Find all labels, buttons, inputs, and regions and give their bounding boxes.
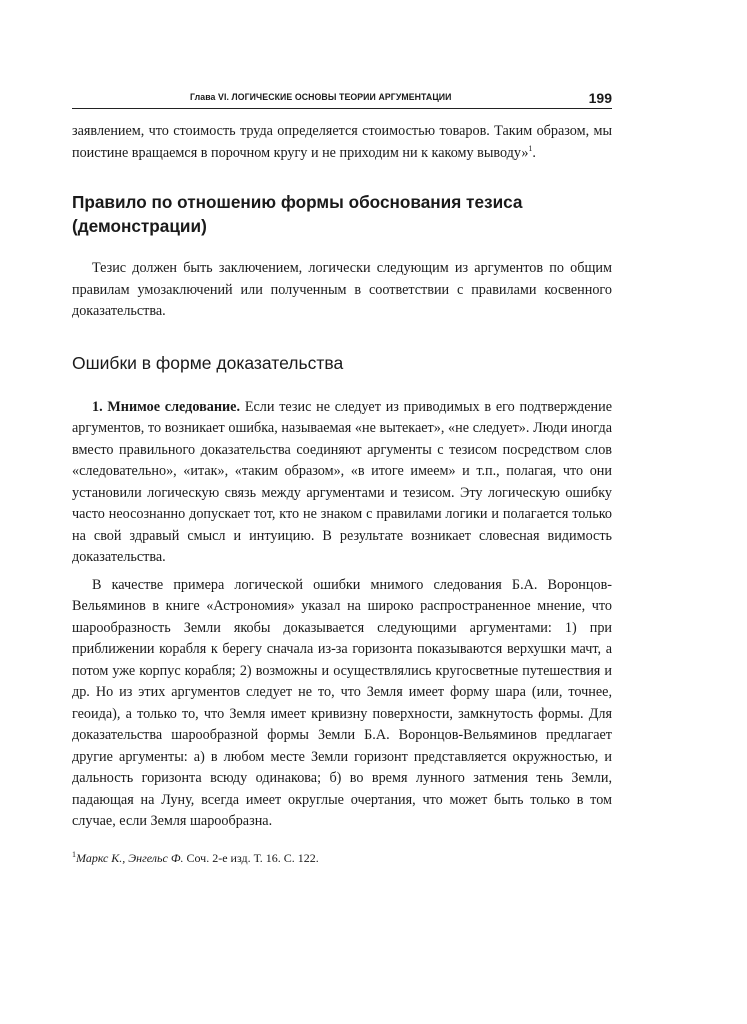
error-paragraph [72, 397, 612, 569]
book-page [72, 90, 612, 866]
intro-tail: . [532, 144, 536, 161]
footnote-reference: 1 [528, 143, 533, 153]
footnote-mark: 1 [72, 849, 76, 859]
footnote [72, 847, 612, 866]
section-heading: Правило по отношению формы обоснования тезиса (демонстрации) [72, 192, 523, 236]
example-paragraph: В качестве примера логической ошибки мнимого следования Б.А. Воронцов-Вельяминов в книге «Астрономия» указал на широко распространенное мнение, что шарообразность Земли якобы доказывается следующими аргументами: 1) при приближении корабля к берегу сначала из-за горизонта показываются верхушки мачт, а потом уже корпус корабля; 2) возможны и осуществлялись кругосветные путешествия и др. Но из этих аргументов следует не то, что Земля имеет форму шара (или, точнее, геоида), а только то, что Земля имеет кривизну поверхности, замкнутость формы. Для доказательства шарообразной формы Земли Б.А. Воронцов-Вельяминов предлагает другие аргументы: а) в любом месте Земли горизонт представляется окружностью, и дальность горизонта всюду одинакова; б) во время лунного затмения тень Земли, падающая на Луну, всегда имеет округлые очертания, что может быть только в том случае, если Земля шарообразна. [72, 576, 612, 829]
error-run-in-title: 1. Мнимое следование. [92, 398, 241, 415]
subsection-heading: Ошибки в форме доказательства [72, 352, 344, 373]
footnote-text: Соч. 2-е изд. Т. 16. С. 122. [186, 850, 319, 865]
footnote-authors: Маркс К., Энгельс Ф. [76, 850, 184, 865]
running-title: Глава VI. ЛОГИЧЕСКИЕ ОСНОВЫ ТЕОРИИ АРГУМЕНТАЦИИ [190, 92, 452, 103]
rule-paragraph: Тезис должен быть заключением, логически следующим из аргументов по общим правилам умозаключений или полученным в соответствии с правилами косвенного доказательства. [72, 260, 612, 319]
error-text: Если тезис не следует из приводимых в его подтверждение аргументов, то возникает ошибка, называемая «не вытекает», «не следует». Люди иногда вместо правильного доказательства соединяют аргументы с тезисом посредством слов «следовательно», «итак», «таким образом», «в итоге имеем» и т.п., полагая, что они установили логическую связь между аргументами и тезисом. Эту логическую ошибку часто неосознанно допускает тот, кто не знаком с правилами логики и полагается только на свой здравый смысл и интуицию. В результате возникает словесная видимость доказательства. [72, 398, 613, 565]
running-header [72, 90, 612, 109]
intro-paragraph [72, 121, 612, 164]
intro-text: заявлением, что стоимость труда определяется стоимостью товаров. Таким образом, мы поистине вращаемся в порочном кругу и не приходим ни к какому выводу» [72, 123, 612, 161]
page-number: 199 [588, 90, 612, 106]
